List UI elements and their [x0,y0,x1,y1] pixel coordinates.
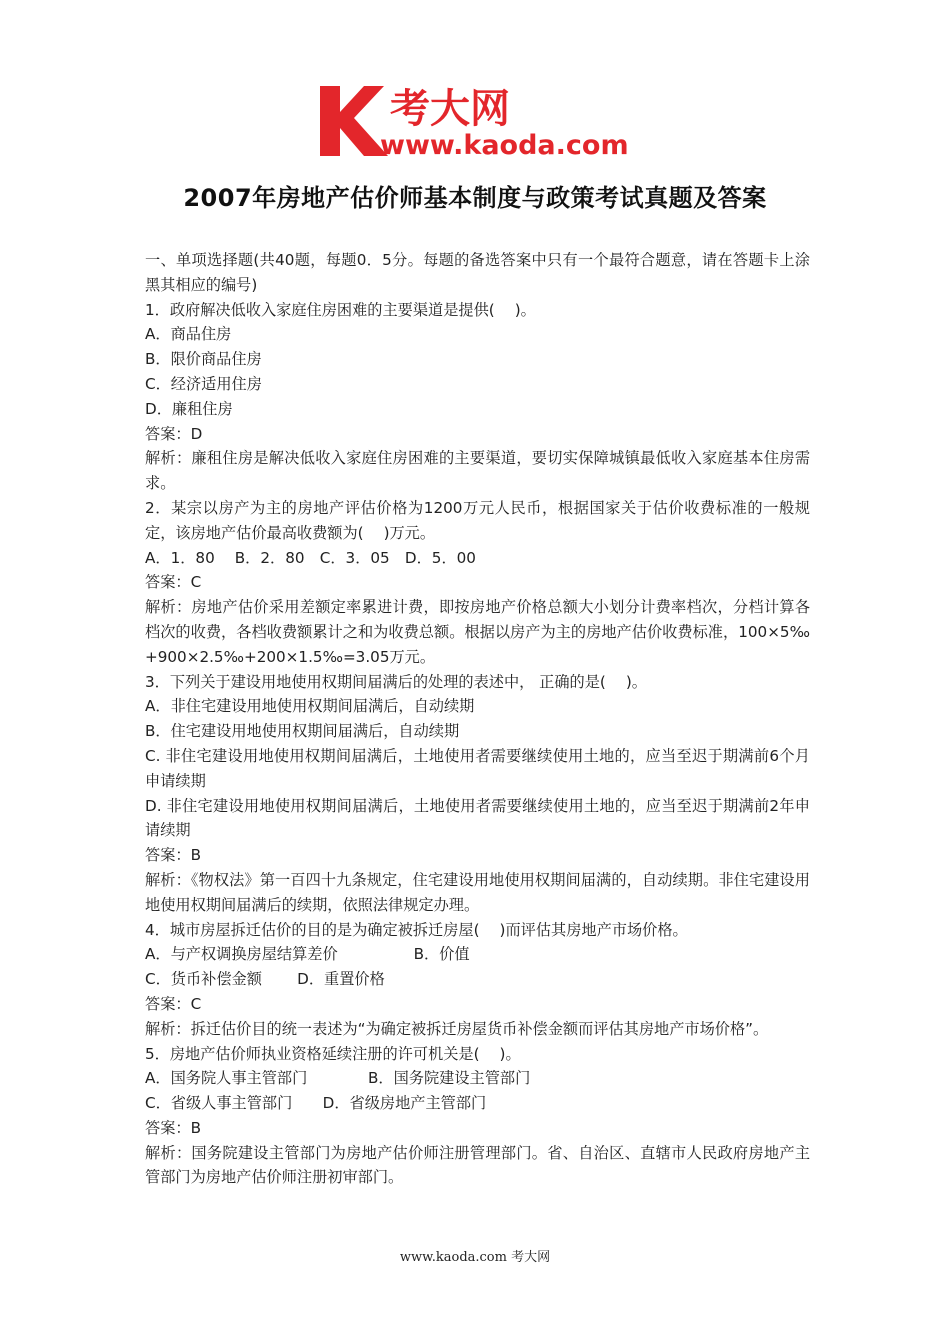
option-row [145,967,810,992]
option: A．商品住房 [145,325,232,344]
question-stem: 2．某宗以房产为主的房地产评估价格为1200万元人民币，根据国家关于估价收费标准的一般规定，该房地产估价最高收费额为( )万元。 [145,498,810,542]
analysis: 解析：廉租住房是解决低收入家庭住房困难的主要渠道，要切实保障城镇最低收入家庭基本住房需求。 [145,449,810,493]
option-row-text: A．与产权调换房屋结算差价 B．价值 [145,945,470,964]
logo-brand-url: www.kaoda.com [380,130,629,160]
question-stem: 3．下列关于建设用地使用权期间届满后的处理的表述中， 正确的是( )。 [145,672,647,691]
logo-graphic [318,82,638,160]
logo-brand-cn: 考大网 [390,86,510,132]
option: C. 非住宅建设用地使用权期间届满后，土地使用者需要继续使用土地的，应当至迟于期满前6个月申请续期 [145,746,810,790]
analysis: 解析：房地产估价采用差额定率累进计费，即按房地产价格总额大小划分计费率档次，分档计算各档次的收费，各档收费额累计之和为收费总额。根据以房产为主的房地产估价收费标准，100×5‰+900×2.5‰+200×1.5‰=3.05万元。 [145,598,810,666]
option-row [145,1066,810,1091]
option: D. 非住宅建设用地使用权期间届满后，土地使用者需要继续使用土地的，应当至迟于期满前2年申请续期 [145,796,810,840]
question-stem: 1．政府解决低收入家庭住房困难的主要渠道是提供( )。 [145,300,536,319]
question-stem: 4．城市房屋拆迁估价的目的是为确定被拆迁房屋( )而评估其房地产市场价格。 [145,920,688,939]
analysis: 解析：拆迁估价目的统一表述为“为确定被拆迁房屋货币补偿金额而评估其房地产市场价格”。 [145,1019,769,1038]
option-row [145,1091,810,1116]
answer: 答案：D [145,424,203,443]
question-stem: 5．房地产估价师执业资格延续注册的许可机关是( )。 [145,1044,521,1063]
option-row-text: A．国务院人事主管部门 B．国务院建设主管部门 [145,1069,531,1088]
answer: 答案：B [145,846,201,865]
analysis: 解析：国务院建设主管部门为房地产估价师注册管理部门。省、自治区、直辖市人民政府房地产主管部门为房地产估价师注册初审部门。 [145,1143,810,1187]
option: C．经济适用住房 [145,374,262,393]
option-row-text: C．货币补偿金额 D．重置价格 [145,970,385,989]
logo-k-mark [320,86,388,156]
answer: 答案：C [145,573,202,592]
options-inline-text: A．1．80 B．2．80 C．3．05 D．5．00 [145,548,476,567]
answer: 答案：C [145,994,202,1013]
document-body [145,248,810,1190]
answer: 答案：B [145,1118,201,1137]
option-row [145,942,810,967]
option: B．限价商品住房 [145,350,262,369]
analysis: 解析：《物权法》第一百四十九条规定，住宅建设用地使用权期间届满的，自动续期。非住宅建设用地使用权期间届满后的续期，依照法律规定办理。 [145,870,810,914]
document-title: 2007年房地产估价师基本制度与政策考试真题及答案 [183,184,767,212]
page-footer: www.kaoda.com 考大网 [399,1250,551,1265]
option: A．非住宅建设用地使用权期间届满后，自动续期 [145,697,475,716]
option: D．廉租住房 [145,399,233,418]
section-header: 一、单项选择题(共40题，每题0．5分。每题的备选答案中只有一个最符合题意，请在答题卡上涂黑其相应的编号) [145,251,810,294]
option-row-text: C．省级人事主管部门 D．省级房地产主管部门 [145,1094,487,1113]
kaoda-logo [318,82,638,160]
options-inline [145,546,810,571]
option: B．住宅建设用地使用权期间届满后，自动续期 [145,722,460,741]
